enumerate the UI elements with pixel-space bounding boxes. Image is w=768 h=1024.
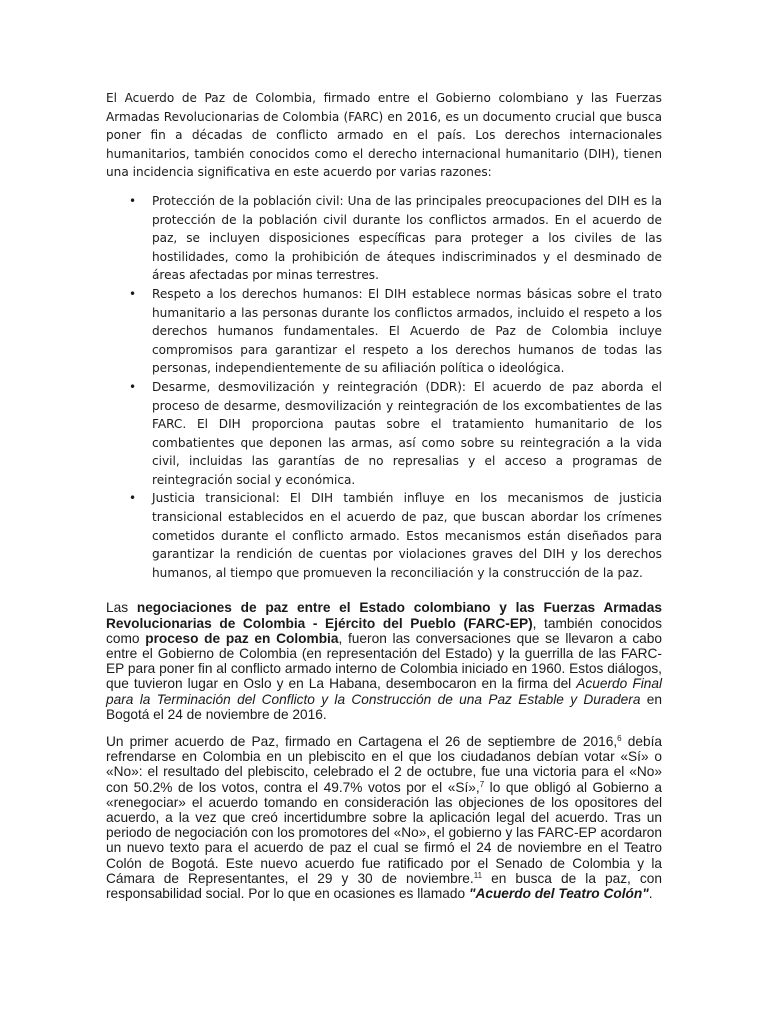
text-run: , también conocidos como xyxy=(106,615,662,646)
bold-run: negociaciones de paz entre el Estado colombiano y las Fuerzas Armadas Revolucionarias de Colombia - Ejército del Pueblo (FARC-EP) xyxy=(106,600,662,631)
text-run: Las xyxy=(106,600,137,616)
list-item-text: Respeto a los derechos humanos: El DIH establece normas básicas sobre el trato humanitario a las personas durante los conflictos armados, incluido el respeto a los derechos humanos fundamentales. El Acuerdo de Paz de Colombia incluye compromisos para garantizar el respeto a los derechos humanos de todas las personas, independientemente de su afiliación política o ideológica. xyxy=(152,286,662,376)
document-page xyxy=(106,89,662,901)
bullet-icon: • xyxy=(129,193,137,208)
negotiations-paragraph xyxy=(106,600,662,722)
text-run: , fueron las conversaciones que se llevaron a cabo entre el Gobierno de Colombia (en representación del Estado) y la guerrilla de las FARC-EP para poner fin al conflicto armado interno de Colombia iniciado en 1960. Estos diálogos, que tuvieron lugar en Oslo y en La Habana, desembocaron en la firma del xyxy=(106,630,662,692)
text-run: en Bogotá el 24 de noviembre de 2016. xyxy=(106,691,663,722)
first-agreement-paragraph xyxy=(106,734,662,901)
bullet-icon: • xyxy=(129,286,137,301)
bold-run: proceso de paz en Colombia xyxy=(145,630,339,646)
text-run: lo que obligó al Gobierno a «renegociar» el acuerdo tomando en consideración las objeciones de los opositores del acuerdo, a la vez que creó incertidumbre sobre la aplicación legal del acuerdo. Tras un periodo de negociación con los promotores del «No», el gobierno y las FARC-EP acordaron un nuevo texto para el acuerdo de paz el cual se firmó el 24 de noviembre en el Teatro Colón de Bogotá. Este nuevo acuerdo fue ratificado por el Senado de Colombia y la Cámara de Representantes, el 29 y 30 de noviembre. xyxy=(106,779,662,886)
list-item xyxy=(106,489,662,582)
text-run: . xyxy=(648,886,653,902)
text-run: Un primer acuerdo de Paz, firmado en Cartagena el 26 de septiembre de 2016, xyxy=(106,734,618,750)
footnote-ref: 11 xyxy=(473,870,483,880)
text-run: debía refrendarse en Colombia en un plebiscito en el que los ciudadanos debían votar «Sí» o «No»: el resultado del plebiscito, celebrado el 2 de octubre, fue una victoria para el «No» con 50.2% de los votos, contra el 49.7% votos por el «Sí», xyxy=(106,734,662,795)
italic-run: Acuerdo Final para la Terminación del Conflicto y la Construcción de una Paz Estable y Duradera xyxy=(106,676,663,707)
bold-italic-run: "Acuerdo del Teatro Colón" xyxy=(468,886,649,902)
reasons-list xyxy=(106,192,662,582)
text-run: en busca de la paz, con responsabilidad social. Por lo que en ocasiones es llamado xyxy=(106,870,662,902)
footnote-ref: 7 xyxy=(479,779,485,789)
bullet-icon: • xyxy=(129,491,137,506)
intro-paragraph: El Acuerdo de Paz de Colombia, firmado entre el Gobierno colombiano y las Fuerzas Armadas Revolucionarias de Colombia (FARC) en 2016, es un documento crucial que busca poner fin a décadas de conflicto armado en el país. Los derechos internacionales humanitarios, también conocidos como el derecho internacional humanitario (DIH), tienen una incidencia significativa en este acuerdo por varias razones: xyxy=(106,91,662,180)
list-item-text: Desarme, desmovilización y reintegración (DDR): El acuerdo de paz aborda el proceso de desarme, desmovilización y reintegración de los excombatientes de las FARC. El DIH proporciona pautas sobre el tratamiento humanitario de los combatientes que deponen las armas, así como sobre su reintegración a la vida civil, incluidas las garantías de no represalias y el acceso a programas de reintegración social y económica. xyxy=(152,379,662,487)
footnote-ref: 6 xyxy=(617,734,622,744)
list-item-text: Justicia transicional: El DIH también influye en los mecanismos de justicia transicional establecidos en el acuerdo de paz, que buscan abordar los crímenes cometidos durante el conflicto armado. Estos mecanismos están diseñados para garantizar la rendición de cuentas por violaciones graves del DIH y los derechos humanos, al tiempo que promueven la reconciliación y la construcción de la paz. xyxy=(152,491,662,580)
list-item xyxy=(106,378,662,490)
list-item xyxy=(106,192,662,285)
bullet-icon: • xyxy=(129,379,137,394)
list-item-text: Protección de la población civil: Una de las principales preocupaciones del DIH es la protección de la población civil durante los conflictos armados. En el acuerdo de paz, se incluyen disposiciones específicas para proteger a los civiles de las hostilidades, como la prohibición de áteques indiscriminados y el desminado de áreas afectadas por minas terrestres. xyxy=(152,193,662,283)
list-item xyxy=(106,285,662,378)
